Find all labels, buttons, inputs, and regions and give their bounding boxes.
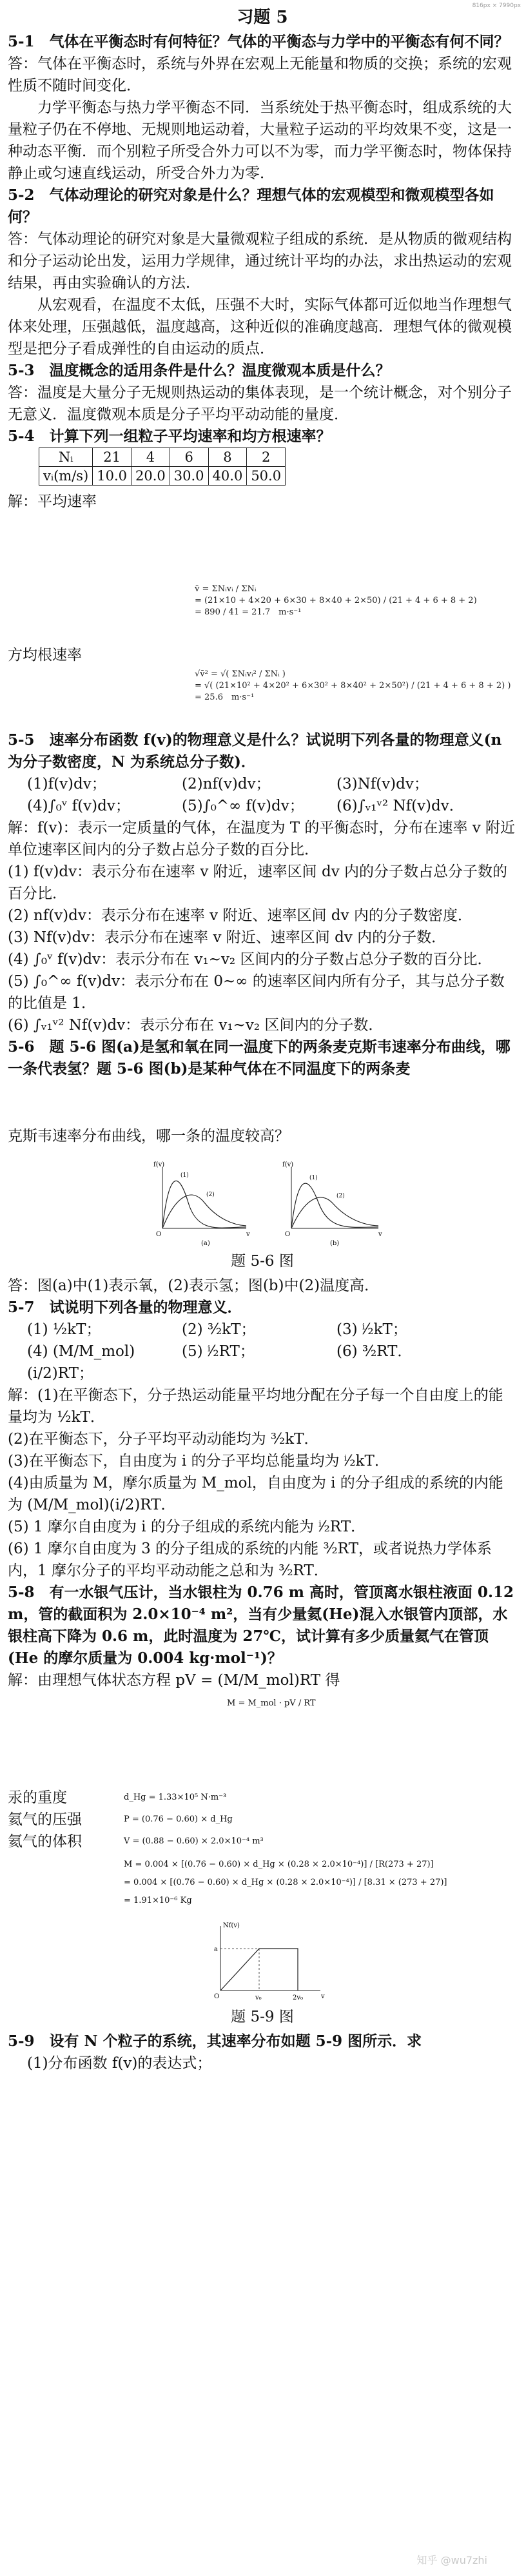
figure-5-9 [201, 1920, 330, 2003]
answer-5-4-label: 解：平均速率 [8, 493, 97, 510]
question-5-9-sub1: (1)分布函数 f(v)的表达式； [27, 2055, 212, 2072]
axis-f-label: f(v) [153, 1161, 165, 1168]
page-title: 习题 5 [237, 8, 288, 27]
question-5-1: 5-1 气体在平衡态时有何特征？气体的平衡态与力学中的平衡态有何不同？ [8, 33, 509, 50]
mass-equation: M = M_mol · pV / RT [227, 1698, 316, 1708]
answer-5-7-2: (2)在平衡态下，分子平均平动动能均为 ³⁄₂kT． [8, 1431, 319, 1448]
answer-5-5-intro: 解：f(v)：表示一定质量的气体，在温度为 T 的平衡态时，分布在速率 v 附近单位速率区间内的分子数占总分子数的百分比． [8, 820, 516, 858]
answer-5-1: 答：气体在平衡态时，系统与外界在宏观上无能量和物质的交换；系统的宏观性质不随时间变化． [8, 55, 512, 94]
calc-value: = 1.91×10⁻⁶ Kg [124, 1896, 192, 1905]
question-5-5-options [27, 773, 517, 817]
option-item: (6)∫ᵥ₁ᵛ² Nf(v)dv． [336, 798, 464, 814]
formula-line: = 890 / 41 = 21.7 m·s⁻¹ [195, 607, 302, 617]
answer-5-3: 答：温度是大量分子无规则热运动的集体表现，是一个统计概念，对个别分子无意义．温度微观本质是分子平均平动动能的量度． [8, 384, 512, 423]
axis-origin-label: O [214, 1993, 220, 2000]
figure-5-9-caption: 题 5-9 图 [231, 2009, 294, 2025]
calc-value: M = 0.004 × [(0.76 − 0.60) × d_Hg × (0.28 × 2.0×10⁻⁴)] / [R(273 + 27)] [124, 1860, 434, 1869]
option-item: (3)Nf(v)dv； [336, 776, 429, 792]
table-cell: 6 [170, 448, 208, 467]
question-5-4: 5-4 计算下列一组粒子平均速率和均方根速率？ [8, 428, 331, 445]
option-item: (5)∫₀^∞ f(v)dv； [182, 798, 304, 814]
curve-2-label: (2) [206, 1192, 215, 1198]
option-item: (4)∫₀ᵛ f(v)dv； [27, 798, 130, 814]
question-5-5: 5-5 速率分布函数 f(v)的物理意义是什么？试说明下列各量的物理意义(n 为分子数密度，N 为系统总分子数)． [8, 731, 502, 771]
option-item: (1) ½kT； [27, 1321, 101, 1338]
figure-5-6 [150, 1157, 394, 1248]
question-5-7-options [27, 1319, 517, 1384]
table-cell: 8 [208, 448, 247, 467]
option-item: (4) (M/M_mol)(i/2)RT； [27, 1343, 135, 1382]
option-item: (2) ³⁄₂kT； [182, 1321, 256, 1338]
curve-1-label: (1) [180, 1172, 189, 1179]
calc-label: 汞的重度 [8, 1789, 67, 1806]
table-row [39, 448, 286, 467]
table-cell: 40.0 [208, 467, 247, 486]
figure-b [282, 1161, 382, 1247]
answer-5-7-6: (6) 1 摩尔自由度为 3 的分子组成的系统的内能 ³⁄₂RT，或者说热力学体系内，1 摩尔分子的平均平动动能之总和为 ³⁄₂RT． [8, 1540, 492, 1579]
figure-b-label: (b) [330, 1240, 340, 1247]
answer-5-7-3: (3)在平衡态下，自由度为 i 的分子平均总能量均为 ⁱ⁄₂kT． [8, 1453, 389, 1470]
answer-5-5-5: (5) ∫₀^∞ f(v)dv：表示分布在 0~∞ 的速率区间内所有分子，其与总分子数的比值是 1． [8, 973, 505, 1012]
calc-row [8, 1787, 517, 1809]
distribution-graph-5-9 [201, 1920, 330, 2003]
calc-row [8, 1809, 517, 1831]
option-item: (2)nf(v)dv； [182, 776, 271, 792]
table-row [39, 467, 286, 486]
table-cell: Nᵢ [39, 448, 93, 467]
question-5-6-cont: 克斯韦速率分布曲线，哪一条的温度较高？ [8, 1128, 289, 1145]
calc-value: d_Hg = 1.33×10⁵ N·m⁻³ [124, 1793, 227, 1802]
table-cell: 21 [93, 448, 132, 467]
answer-5-2: 答：气体动理论的研究对象是大量微观粒子组成的系统．是从物质的微观结构和分子运动论出发，运用力学规律，通过统计平均的办法，求出热运动的宏观结果，再由实验确认的方法． [8, 231, 512, 291]
answer-5-7-4: (4)由质量为 M，摩尔质量为 M_mol，自由度为 i 的分子组成的系统的内能为 (M/M_mol)(i/2)RT． [8, 1475, 503, 1513]
option-item: (1)f(v)dv； [27, 776, 106, 792]
calc-block-5-8 [8, 1787, 517, 1907]
axis-f-label: Nf(v) [223, 1922, 240, 1929]
formula-line: = 25.6 m·s⁻¹ [195, 693, 255, 702]
calc-label: 氦气的体积 [8, 1833, 82, 1850]
calc-value: V = (0.88 − 0.60) × 2.0×10⁻⁴ m³ [124, 1836, 264, 1846]
distribution-curves-figure [150, 1157, 394, 1248]
answer-5-1-para: 力学平衡态与热力学平衡态不同．当系统处于热平衡态时，组成系统的大量粒子仍在不停地、无规则地运动着，大量粒子运动的平均效果不变，这是一种动态平衡．而个别粒子所受合外力可以不为零，而力学平衡态时，物体保持静止或匀速直线运动，所受合外力为零． [8, 99, 512, 182]
curve-2-label: (2) [336, 1193, 345, 1199]
table-cell: 20.0 [132, 467, 170, 486]
option-item: (3) ⁱ⁄₂kT； [336, 1321, 407, 1338]
answer-5-5-2: (2) nf(v)dv：表示分布在速率 v 附近、速率区间 dv 内的分子数密度． [8, 907, 472, 924]
answer-5-5-6: (6) ∫ᵥ₁ᵛ² Nf(v)dv：表示分布在 v₁~v₂ 区间内的分子数． [8, 1017, 384, 1034]
table-cell: 10.0 [93, 467, 132, 486]
question-5-6: 5-6 题 5-6 图(a)是氢和氧在同一温度下的两条麦克斯韦速率分布曲线，哪一条代表氢？题 5-6 图(b)是某种气体在不同温度下的两条麦 [8, 1038, 511, 1077]
figure-a [153, 1161, 250, 1247]
axis-v-label: v [321, 1993, 325, 2000]
formula-line: v̄ = ΣNᵢvᵢ / ΣNᵢ [195, 584, 257, 594]
answer-5-5-3: (3) Nf(v)dv：表示分布在速率 v 附近、速率区间 dv 内的分子数． [8, 929, 447, 946]
formula-line: √v̄² = √( ΣNᵢvᵢ² / ΣNᵢ ) [195, 669, 286, 679]
option-item: (6) ³⁄₂RT． [336, 1343, 413, 1360]
answer-5-6: 答：图(a)中(1)表示氧，(2)表示氢；图(b)中(2)温度高． [8, 1277, 380, 1294]
answer-5-2-para: 从宏观看，在温度不太低，压强不大时，实际气体都可近似地当作理想气体来处理，压强越低，温度越高，这种近似的准确度越高．理想气体的微观模型是把分子看成弹性的自由运动的质点． [8, 297, 512, 357]
mean-speed-formula [195, 584, 517, 618]
curve-1-label: (1) [309, 1175, 318, 1181]
rms-speed-formula [195, 669, 517, 703]
question-5-2: 5-2 气体动理论的研究对象是什么？理想气体的宏观模型和微观模型各如何？ [8, 186, 494, 226]
calc-row [8, 1831, 517, 1853]
question-5-7: 5-7 试说明下列各量的物理意义． [8, 1299, 242, 1316]
axis-f-label: f(v) [282, 1161, 294, 1168]
table-cell: vᵢ(m/s) [39, 467, 93, 486]
answer-5-8: 解：由理想气体状态方程 pV = (M/M_mol)RT 得 [8, 1672, 340, 1689]
tick-2v0: 2v₀ [293, 1994, 304, 2001]
axis-origin-label: O [156, 1231, 162, 1238]
figure-5-6-caption: 题 5-6 图 [231, 1253, 294, 1270]
question-5-8: 5-8 有一水银气压计，当水银柱为 0.76 m 高时，管顶离水银柱液面 0.12 m，管的截面积为 2.0×10⁻⁴ m²，当有少量氦(He)混入水银管内顶部，水银柱高下降为 0.6 m，此时温度为 27℃，试计算有多少质量氦气在管顶(He 的摩尔质量为 0.004 kg·mol⁻¹)？ [8, 1584, 514, 1667]
question-5-9: 5-9 设有 N 个粒子的系统，其速率分布如题 5-9 图所示．求 [8, 2032, 422, 2050]
table-cell: 50.0 [247, 467, 286, 486]
rms-label: 方均根速率 [8, 647, 82, 664]
axis-v-label: v [246, 1231, 250, 1238]
calc-label: 氦气的压强 [8, 1811, 82, 1828]
tick-v0: v₀ [255, 1994, 262, 2001]
axis-v-label: v [378, 1231, 382, 1238]
formula-line: = (21×10 + 4×20 + 6×30 + 8×40 + 2×50) / (21 + 4 + 6 + 8 + 2) [195, 596, 477, 605]
formula-line: = √( (21×10² + 4×20² + 6×30² + 8×40² + 2×50²) / (21 + 4 + 6 + 8 + 2) ) [195, 681, 511, 691]
answer-5-7-1: 解：(1)在平衡态下，分子热运动能量平均地分配在分子每一个自由度上的能量均为 ½kT． [8, 1387, 503, 1426]
answer-5-5-1: (1) f(v)dv：表示分布在速率 v 附近，速率区间 dv 内的分子数占总分子数的百分比． [8, 863, 508, 902]
answer-5-7-5: (5) 1 摩尔自由度为 i 的分子组成的系统内能为 ⁱ⁄₂RT． [8, 1519, 366, 1535]
page-size-label: 816px × 7990px [472, 3, 521, 9]
table-cell: 2 [247, 448, 286, 467]
velocity-table [39, 447, 286, 486]
watermark: 知乎 @wu7zhi [416, 2554, 487, 2566]
calc-value: = 0.004 × [(0.76 − 0.60) × d_Hg × (0.28 × 2.0×10⁻⁴)] / [8.31 × (273 + 27)] [124, 1878, 447, 1887]
option-item: (5) ⁱ⁄₂RT； [182, 1343, 255, 1360]
table-cell: 30.0 [170, 467, 208, 486]
document-body [8, 0, 517, 2074]
figure-a-label: (a) [201, 1240, 210, 1247]
table-cell: 4 [132, 448, 170, 467]
axis-origin-label: O [285, 1231, 291, 1238]
axis-a-label: a [214, 1946, 218, 1953]
calc-value: P = (0.76 − 0.60) × d_Hg [124, 1814, 233, 1824]
answer-5-5-4: (4) ∫₀ᵛ f(v)dv：表示分布在 v₁~v₂ 区间内的分子数占总分子数的百分比． [8, 951, 492, 968]
question-5-3: 5-3 温度概念的适用条件是什么？温度微观本质是什么？ [8, 362, 391, 379]
